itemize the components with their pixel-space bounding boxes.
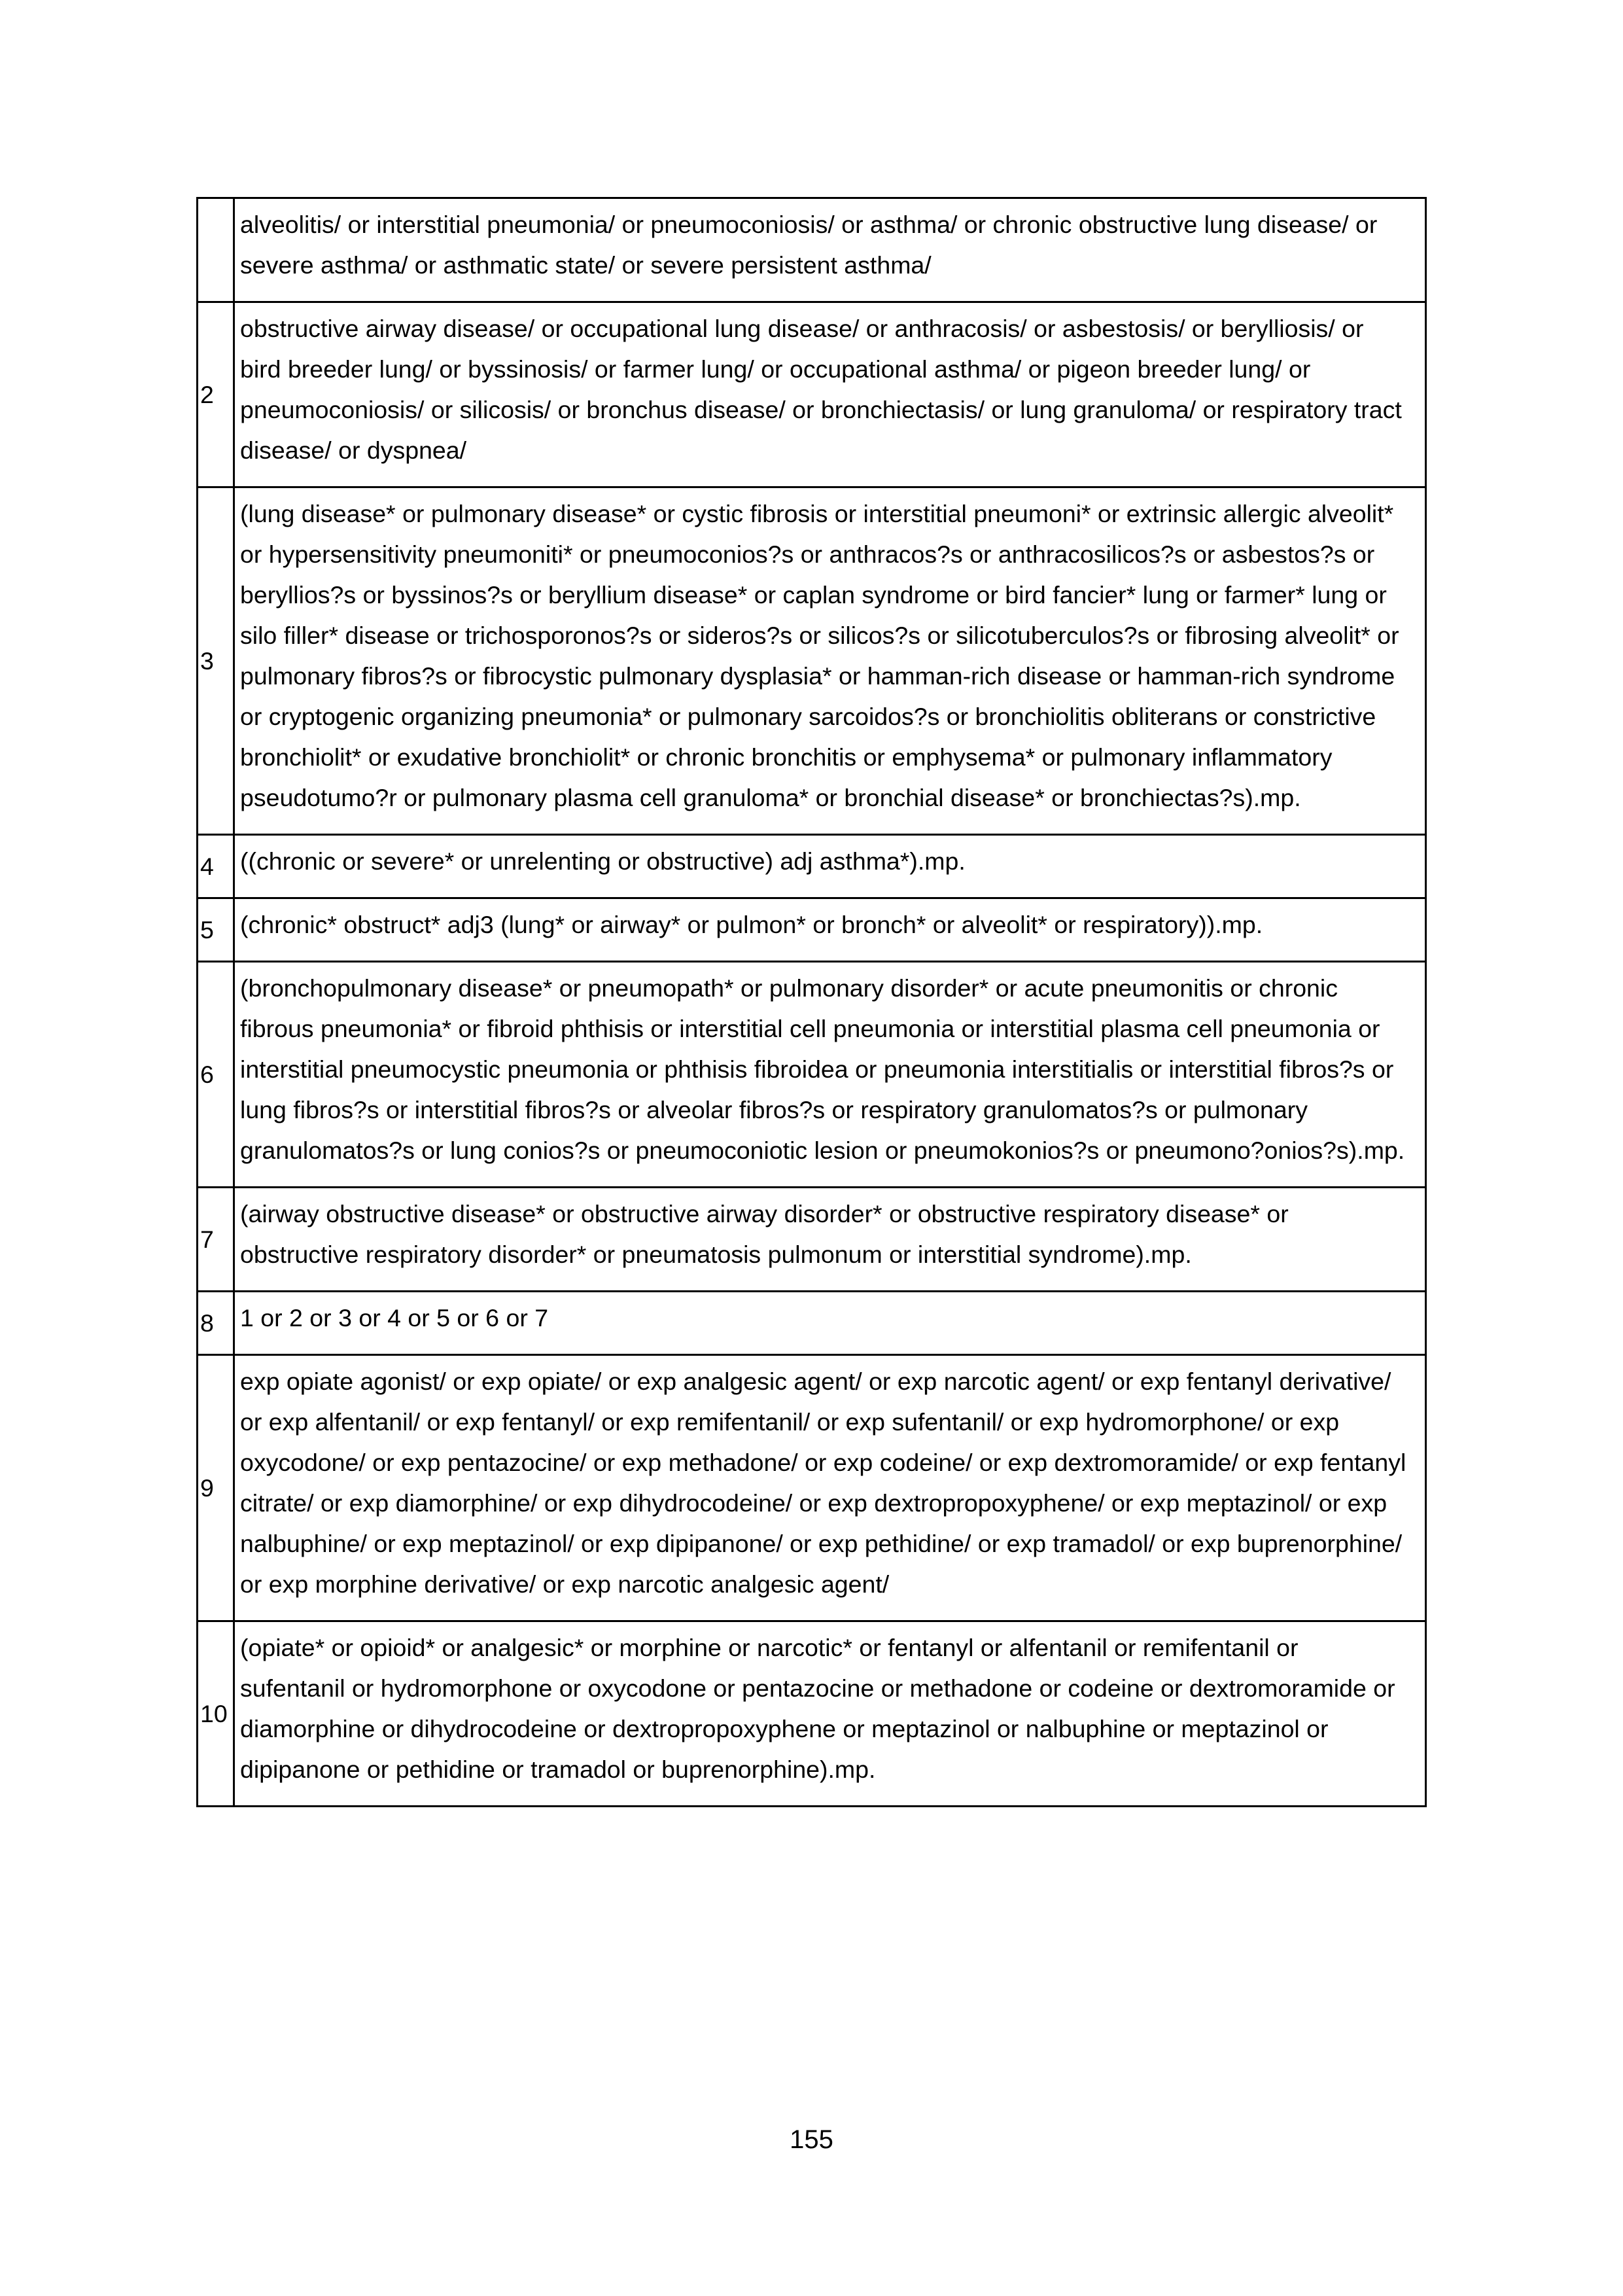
row-query: (chronic* obstruct* adj3 (lung* or airway* or pulmon* or bronch* or alveolit* or respiratory)).mp.	[234, 898, 1426, 962]
row-query: (lung disease* or pulmonary disease* or cystic fibrosis or interstitial pneumoni* or extrinsic allergic alveolit* or hypersensitivity pneumoniti* or pneumoconios?s or anthracos?s or anthracosilicos?s or asbestos?s or beryllios?s or byssinos?s or beryllium disease* or caplan syndrome or bird fancier* lung or farmer* lung or silo filler* disease or trichosporonos?s or sideros?s or silicos?s or silicotuberculos?s or fibrosing alveolit* or pulmonary fibros?s or fibrocystic pulmonary dysplasia* or hamman-rich disease or hamman-rich syndrome or cryptogenic organizing pneumonia* or pulmonary sarcoidos?s or bronchiolitis obliterans or constrictive bronchiolit* or exudative bronchiolit* or chronic bronchitis or emphysema* or pulmonary inflammatory pseudotumo?r or pulmonary plasma cell granuloma* or bronchial disease* or bronchiectas?s).mp.	[234, 487, 1426, 835]
row-number: 5	[198, 898, 234, 962]
search-strategy-table	[196, 197, 1427, 1807]
row-number: 8	[198, 1292, 234, 1355]
row-query: (opiate* or opioid* or analgesic* or morphine or narcotic* or fentanyl or alfentanil or remifentanil or sufentanil or hydromorphone or oxycodone or pentazocine or methadone or codeine or dextromoramide or diamorphine or dihydrocodeine or dextropropoxyphene or meptazinol or nalbuphine or meptazinol or dipipanone or pethidine or tramadol or buprenorphine).mp.	[234, 1621, 1426, 1807]
row-number	[198, 198, 234, 302]
row-query: exp opiate agonist/ or exp opiate/ or exp analgesic agent/ or exp narcotic agent/ or exp fentanyl derivative/ or exp alfentanil/ or exp fentanyl/ or exp remifentanil/ or exp sufentanil/ or exp hydromorphone/ or exp oxycodone/ or exp pentazocine/ or exp methadone/ or exp codeine/ or exp dextromoramide/ or exp fentanyl citrate/ or exp diamorphine/ or exp dihydrocodeine/ or exp dextropropoxyphene/ or exp meptazinol/ or exp nalbuphine/ or exp meptazinol/ or exp dipipanone/ or exp pethidine/ or exp tramadol/ or exp buprenorphine/ or exp morphine derivative/ or exp narcotic analgesic agent/	[234, 1355, 1426, 1621]
row-query: alveolitis/ or interstitial pneumonia/ or pneumoconiosis/ or asthma/ or chronic obstructive lung disease/ or severe asthma/ or asthmatic state/ or severe persistent asthma/	[234, 198, 1426, 302]
table-row	[198, 1621, 1426, 1807]
row-number: 9	[198, 1355, 234, 1621]
row-number: 2	[198, 302, 234, 487]
row-query: ((chronic or severe* or unrelenting or obstructive) adj asthma*).mp.	[234, 835, 1426, 898]
row-query: 1 or 2 or 3 or 4 or 5 or 6 or 7	[234, 1292, 1426, 1355]
table-row	[198, 487, 1426, 835]
page-number: 155	[790, 2125, 833, 2154]
table-row	[198, 962, 1426, 1188]
row-number: 7	[198, 1188, 234, 1292]
row-number: 4	[198, 835, 234, 898]
table-row	[198, 1355, 1426, 1621]
row-query: (airway obstructive disease* or obstructive airway disorder* or obstructive respiratory disease* or obstructive respiratory disorder* or pneumatosis pulmonum or interstitial syndrome).mp.	[234, 1188, 1426, 1292]
table-row	[198, 835, 1426, 898]
table-row	[198, 198, 1426, 302]
row-query: obstructive airway disease/ or occupational lung disease/ or anthracosis/ or asbestosis/ or berylliosis/ or bird breeder lung/ or byssinosis/ or farmer lung/ or occupational asthma/ or pigeon breeder lung/ or pneumoconiosis/ or silicosis/ or bronchus disease/ or bronchiectasis/ or lung granuloma/ or respiratory tract disease/ or dyspnea/	[234, 302, 1426, 487]
row-query: (bronchopulmonary disease* or pneumopath* or pulmonary disorder* or acute pneumonitis or chronic fibrous pneumonia* or fibroid phthisis or interstitial cell pneumonia or interstitial plasma cell pneumonia or interstitial pneumocystic pneumonia or phthisis fibroidea or pneumonia interstitialis or interstitial fibros?s or lung fibros?s or interstitial fibros?s or alveolar fibros?s or respiratory granulomatos?s or pulmonary granulomatos?s or lung conios?s or pneumoconiotic lesion or pneumokonios?s or pneumono?onios?s).mp.	[234, 962, 1426, 1188]
row-number: 3	[198, 487, 234, 835]
table-row	[198, 302, 1426, 487]
table-row	[198, 898, 1426, 962]
row-number: 10	[198, 1621, 234, 1807]
row-number: 6	[198, 962, 234, 1188]
table-row	[198, 1188, 1426, 1292]
table-row	[198, 1292, 1426, 1355]
